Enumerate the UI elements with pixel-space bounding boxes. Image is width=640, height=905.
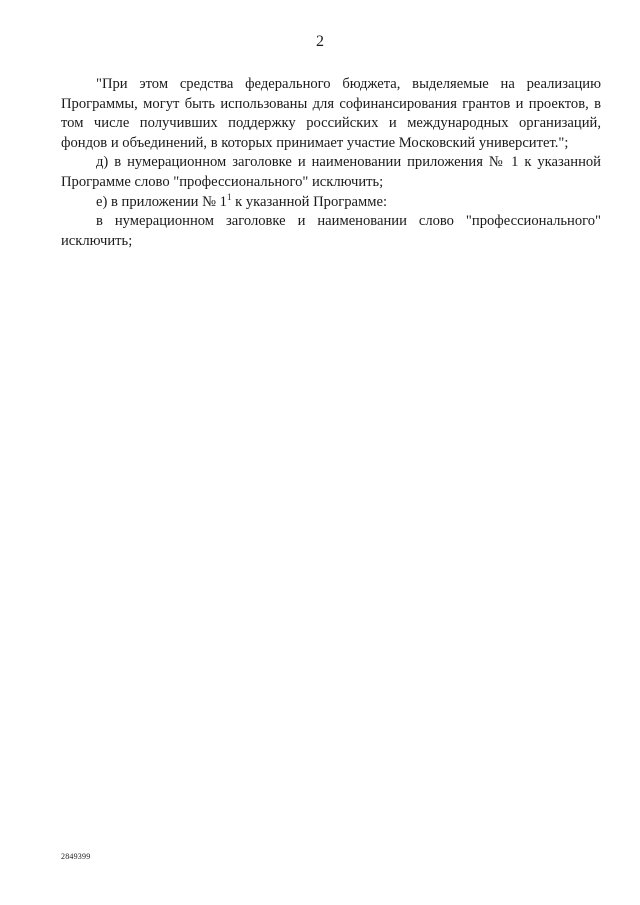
paragraph-heading-change: в нумерационном заголовке и наименовании слово "профессионального" исключить;: [61, 213, 601, 249]
paragraph-item-e-tail: к указанной Программе:: [231, 193, 388, 210]
document-code: 2849399: [61, 852, 91, 861]
paragraph-program-funding: "При этом средства федерального бюджета, выделяемые на реализацию Программы, могут быть использованы для софинансирования грантов и проектов, в том числе получивших поддержку российских и международных организаций, фондов и объединений, в которых принимает участие Московский университет.";: [61, 76, 601, 151]
paragraph-item-d: д) в нумерационном заголовке и наименовании приложения № 1 к указанной Программе слово "профессионального" исключить;: [61, 154, 601, 190]
paragraph-item-e: [61, 193, 601, 213]
document-body: [61, 75, 601, 251]
superscript-index: 1: [226, 191, 232, 202]
page-number: 2: [316, 33, 324, 50]
paragraph-item-e-text: е) в приложении № 1: [96, 193, 227, 210]
